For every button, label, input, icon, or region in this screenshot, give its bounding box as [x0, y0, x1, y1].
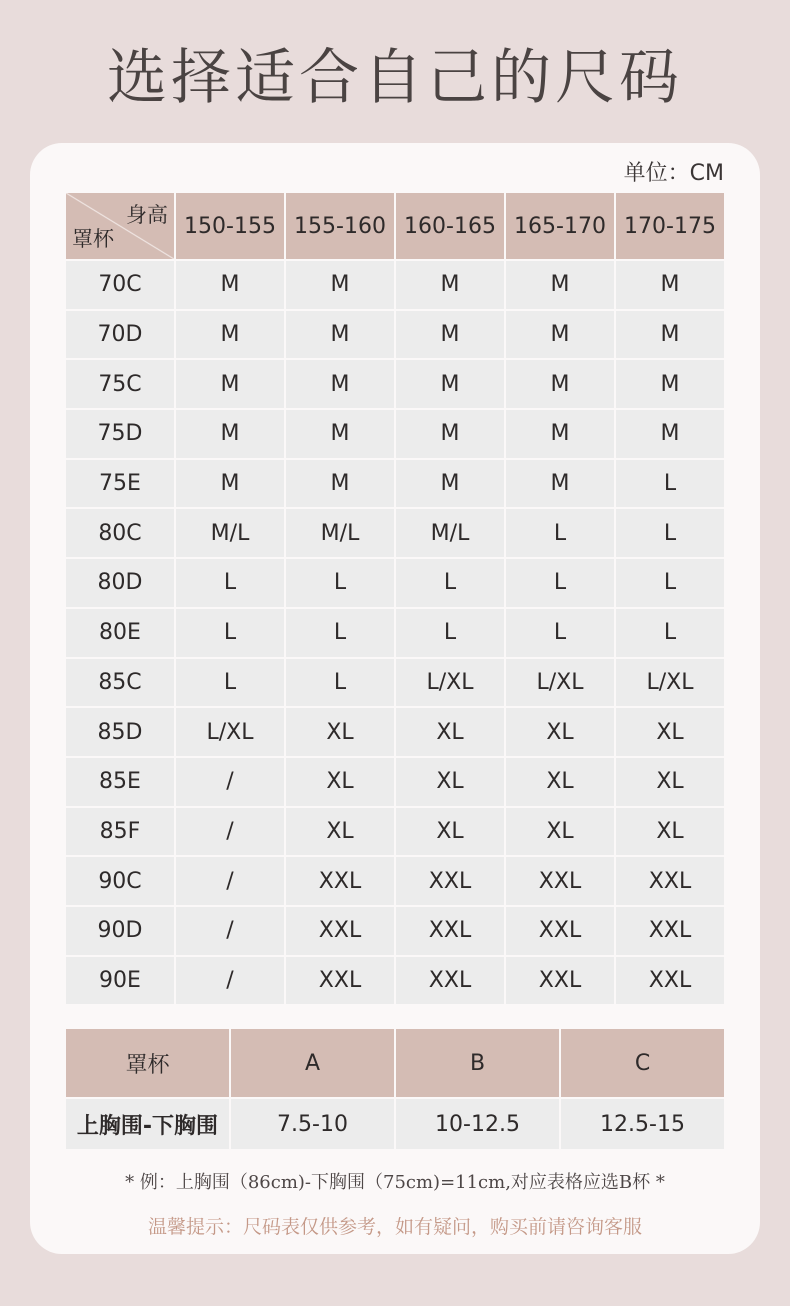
page-title: 选择适合自己的尺码	[107, 43, 683, 113]
size-cell: M/L	[286, 509, 394, 557]
cup-size-label: 70C	[66, 261, 174, 309]
height-header: 155-160	[286, 193, 394, 259]
size-cell: L	[396, 609, 504, 657]
size-cell: XXL	[286, 857, 394, 905]
size-table-header-row	[66, 193, 724, 259]
cup-size-label: 90E	[66, 957, 174, 1005]
size-cell: XXL	[396, 957, 504, 1005]
cup-size-label: 85D	[66, 708, 174, 756]
table-row	[66, 808, 724, 856]
size-cell: L	[506, 609, 614, 657]
size-cell: L	[286, 609, 394, 657]
cup-range: 10-12.5	[396, 1099, 559, 1149]
table-row	[66, 857, 724, 905]
cup-size-label: 80D	[66, 559, 174, 607]
height-header: 170-175	[616, 193, 724, 259]
table-row	[66, 360, 724, 408]
size-cell: M	[176, 460, 284, 508]
cup-header: B	[396, 1029, 559, 1097]
size-cell: XL	[506, 808, 614, 856]
size-cell: L	[286, 659, 394, 707]
size-cell: XL	[616, 758, 724, 806]
tip-note: 温馨提示：尺码表仅供参考，如有疑问，购买前请咨询客服	[147, 1216, 642, 1238]
size-cell: L	[176, 559, 284, 607]
cup-size-label: 85E	[66, 758, 174, 806]
size-cell: /	[176, 808, 284, 856]
height-axis-label: 身高	[126, 203, 168, 227]
height-header: 165-170	[506, 193, 614, 259]
size-cell: M	[176, 261, 284, 309]
size-cell: L	[616, 509, 724, 557]
table-row	[66, 460, 724, 508]
size-cell: L	[286, 559, 394, 607]
size-cell: L	[176, 609, 284, 657]
cup-header: A	[231, 1029, 394, 1097]
cup-table	[64, 1027, 726, 1151]
table-row	[66, 957, 724, 1005]
size-cell: XXL	[286, 907, 394, 955]
size-cell: XXL	[506, 857, 614, 905]
cup-range: 7.5-10	[231, 1099, 394, 1149]
table-row	[66, 708, 724, 756]
size-cell: /	[176, 957, 284, 1005]
cup-size-label: 90D	[66, 907, 174, 955]
example-note: * 例：上胸围（86cm)-下胸围（75cm)=11cm,对应表格应选B杯 *	[125, 1172, 665, 1193]
cup-size-label: 75E	[66, 460, 174, 508]
size-cell: M	[506, 460, 614, 508]
size-cell: L/XL	[506, 659, 614, 707]
size-cell: XXL	[286, 957, 394, 1005]
unit-label: 单位：CM	[623, 161, 724, 186]
cup-row-label: 上胸围-下胸围	[66, 1099, 229, 1149]
size-cell: XL	[396, 808, 504, 856]
size-cell: L	[506, 559, 614, 607]
size-cell: XL	[286, 808, 394, 856]
size-cell: XL	[616, 708, 724, 756]
size-cell: M	[396, 261, 504, 309]
size-cell: L	[616, 559, 724, 607]
cup-size-label: 75D	[66, 410, 174, 458]
size-cell: M	[616, 311, 724, 359]
size-cell: M	[176, 360, 284, 408]
size-cell: M	[506, 311, 614, 359]
size-cell: M	[506, 360, 614, 408]
size-cell: M	[506, 410, 614, 458]
size-cell: /	[176, 758, 284, 806]
size-cell: XL	[506, 708, 614, 756]
size-cell: XXL	[616, 957, 724, 1005]
table-row	[66, 659, 724, 707]
table-row	[66, 609, 724, 657]
size-cell: XL	[286, 708, 394, 756]
size-cell: M	[286, 410, 394, 458]
cup-size-label: 80E	[66, 609, 174, 657]
size-cell: M	[176, 410, 284, 458]
cup-size-label: 85C	[66, 659, 174, 707]
size-cell: /	[176, 857, 284, 905]
size-cell: XXL	[616, 907, 724, 955]
cup-size-label: 85F	[66, 808, 174, 856]
size-cell: M	[286, 460, 394, 508]
table-row	[66, 907, 724, 955]
size-cell: M	[396, 360, 504, 408]
height-header: 160-165	[396, 193, 504, 259]
cup-size-label: 70D	[66, 311, 174, 359]
cup-table-header-row	[66, 1029, 724, 1097]
size-cell: XXL	[506, 957, 614, 1005]
size-cell: L	[176, 659, 284, 707]
cup-header: C	[561, 1029, 724, 1097]
size-table	[64, 191, 726, 1006]
size-cell: XL	[506, 758, 614, 806]
size-cell: L/XL	[176, 708, 284, 756]
size-cell: M/L	[396, 509, 504, 557]
size-cell: M	[286, 360, 394, 408]
size-cell: XL	[616, 808, 724, 856]
size-cell: M	[616, 360, 724, 408]
size-cell: XL	[286, 758, 394, 806]
size-cell: XXL	[506, 907, 614, 955]
size-cell: L/XL	[396, 659, 504, 707]
cup-size-label: 80C	[66, 509, 174, 557]
size-cell: XXL	[396, 857, 504, 905]
table-row	[66, 559, 724, 607]
size-cell: L	[616, 609, 724, 657]
size-cell: M	[506, 261, 614, 309]
size-cell: L/XL	[616, 659, 724, 707]
size-cell: XL	[396, 758, 504, 806]
table-row	[66, 509, 724, 557]
cup-header-label: 罩杯	[66, 1029, 229, 1097]
table-row	[66, 261, 724, 309]
cup-axis-label: 罩杯	[72, 227, 114, 251]
size-cell: L	[506, 509, 614, 557]
table-row	[66, 410, 724, 458]
size-cell: M	[616, 410, 724, 458]
size-cell: M	[396, 410, 504, 458]
size-cell: M	[396, 311, 504, 359]
table-row	[66, 311, 724, 359]
size-cell: M	[286, 311, 394, 359]
size-cell: M	[396, 460, 504, 508]
size-cell: /	[176, 907, 284, 955]
cup-size-label: 90C	[66, 857, 174, 905]
table-row	[66, 758, 724, 806]
cup-range: 12.5-15	[561, 1099, 724, 1149]
size-cell: L	[616, 460, 724, 508]
size-cell: XL	[396, 708, 504, 756]
size-cell: M	[616, 261, 724, 309]
size-cell: L	[396, 559, 504, 607]
corner-cell	[66, 193, 174, 259]
size-cell: M	[176, 311, 284, 359]
height-header: 150-155	[176, 193, 284, 259]
size-cell: XXL	[616, 857, 724, 905]
size-cell: M/L	[176, 509, 284, 557]
size-cell: XXL	[396, 907, 504, 955]
size-cell: M	[286, 261, 394, 309]
cup-table-row	[66, 1099, 724, 1149]
cup-size-label: 75C	[66, 360, 174, 408]
